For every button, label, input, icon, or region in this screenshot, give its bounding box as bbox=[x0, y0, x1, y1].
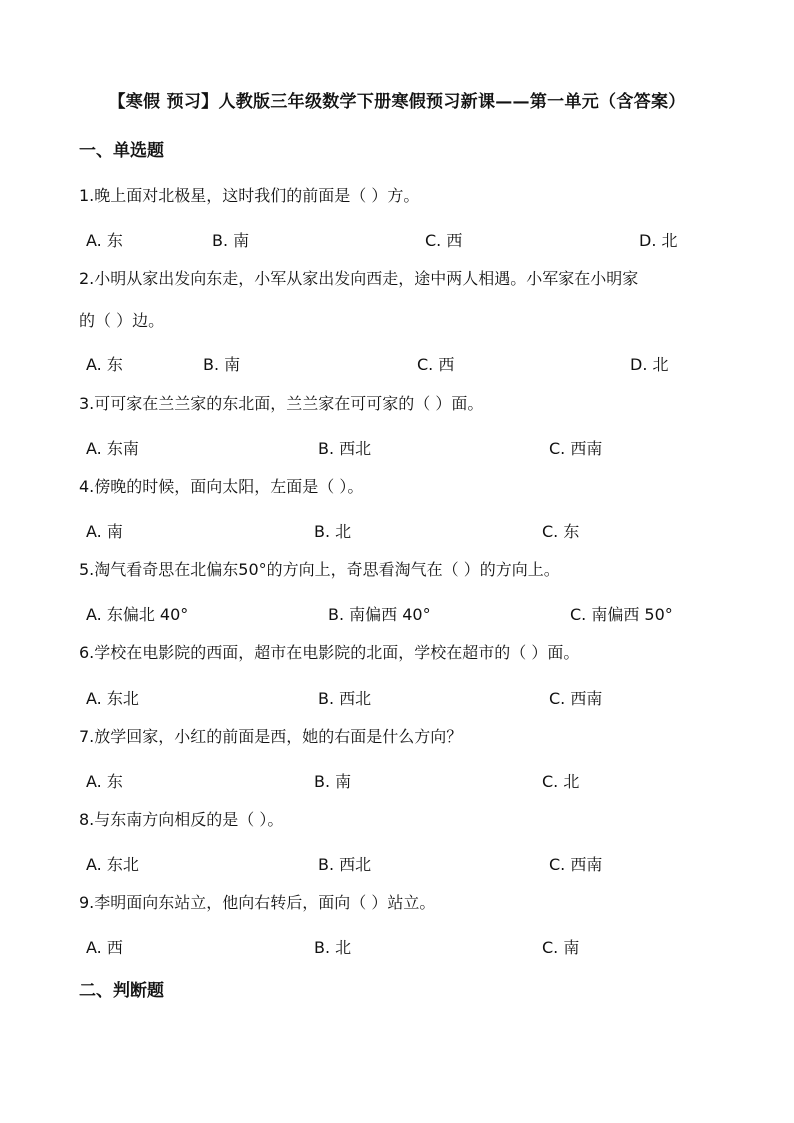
question-7: 7.放学回家，小红的前面是西，她的右面是什么方向？ bbox=[79, 727, 463, 746]
question-5-option-c: C. 南偏西 50° bbox=[570, 605, 673, 624]
question-9-option-b: B. 北 bbox=[314, 938, 352, 957]
question-9-option-c: C. 南 bbox=[542, 938, 580, 957]
question-4: 4.傍晚的时候，面向太阳，左面是（ ）。 bbox=[79, 477, 364, 496]
section-heading-true-false: 二、判断题 bbox=[79, 981, 164, 1001]
question-9: 9.李明面向东站立，他向右转后，面向（ ）站立。 bbox=[79, 893, 436, 912]
question-1-option-b: B. 南 bbox=[212, 231, 250, 250]
question-8-option-b: B. 西北 bbox=[318, 855, 372, 874]
question-2-line-1: 2.小明从家出发向东走，小军从家出发向西走，途中两人相遇。小军家在小明家 bbox=[79, 269, 639, 288]
question-3-option-b: B. 西北 bbox=[318, 439, 372, 458]
question-1-option-a: A. 东 bbox=[86, 231, 123, 250]
question-8-option-a: A. 东北 bbox=[86, 855, 139, 874]
question-1: 1.晚上面对北极星，这时我们的前面是（ ）方。 bbox=[79, 186, 420, 205]
question-6-option-b: B. 西北 bbox=[318, 689, 372, 708]
question-4-option-b: B. 北 bbox=[314, 522, 352, 541]
question-8-option-c: C. 西南 bbox=[549, 855, 603, 874]
question-9-option-a: A. 西 bbox=[86, 938, 123, 957]
document-title: 【寒假 预习】人教版三年级数学下册寒假预习新课——第一单元（含答案） bbox=[108, 92, 686, 112]
question-5-option-a: A. 东偏北 40° bbox=[86, 605, 189, 624]
question-8: 8.与东南方向相反的是（ ）。 bbox=[79, 810, 284, 829]
section-heading-single-choice: 一、单选题 bbox=[79, 141, 164, 161]
question-2-option-d: D. 北 bbox=[630, 355, 669, 374]
question-1-option-d: D. 北 bbox=[639, 231, 678, 250]
question-5: 5.淘气看奇思在北偏东50°的方向上，奇思看淘气在（ ）的方向上。 bbox=[79, 560, 560, 579]
question-2-option-c: C. 西 bbox=[417, 355, 455, 374]
question-2-option-a: A. 东 bbox=[86, 355, 123, 374]
question-4-option-c: C. 东 bbox=[542, 522, 580, 541]
question-3-option-c: C. 西南 bbox=[549, 439, 603, 458]
question-7-option-b: B. 南 bbox=[314, 772, 352, 791]
question-7-option-a: A. 东 bbox=[86, 772, 123, 791]
question-2-line-2: 的（ ）边。 bbox=[79, 311, 165, 330]
question-1-option-c: C. 西 bbox=[425, 231, 463, 250]
question-2-option-b: B. 南 bbox=[203, 355, 241, 374]
question-3: 3.可可家在兰兰家的东北面，兰兰家在可可家的（ ）面。 bbox=[79, 394, 484, 413]
question-5-option-b: B. 南偏西 40° bbox=[328, 605, 431, 624]
question-7-option-c: C. 北 bbox=[542, 772, 580, 791]
question-6-option-a: A. 东北 bbox=[86, 689, 139, 708]
question-4-option-a: A. 南 bbox=[86, 522, 123, 541]
question-6-option-c: C. 西南 bbox=[549, 689, 603, 708]
question-3-option-a: A. 东南 bbox=[86, 439, 139, 458]
question-6: 6.学校在电影院的西面，超市在电影院的北面，学校在超市的（ ）面。 bbox=[79, 643, 580, 662]
